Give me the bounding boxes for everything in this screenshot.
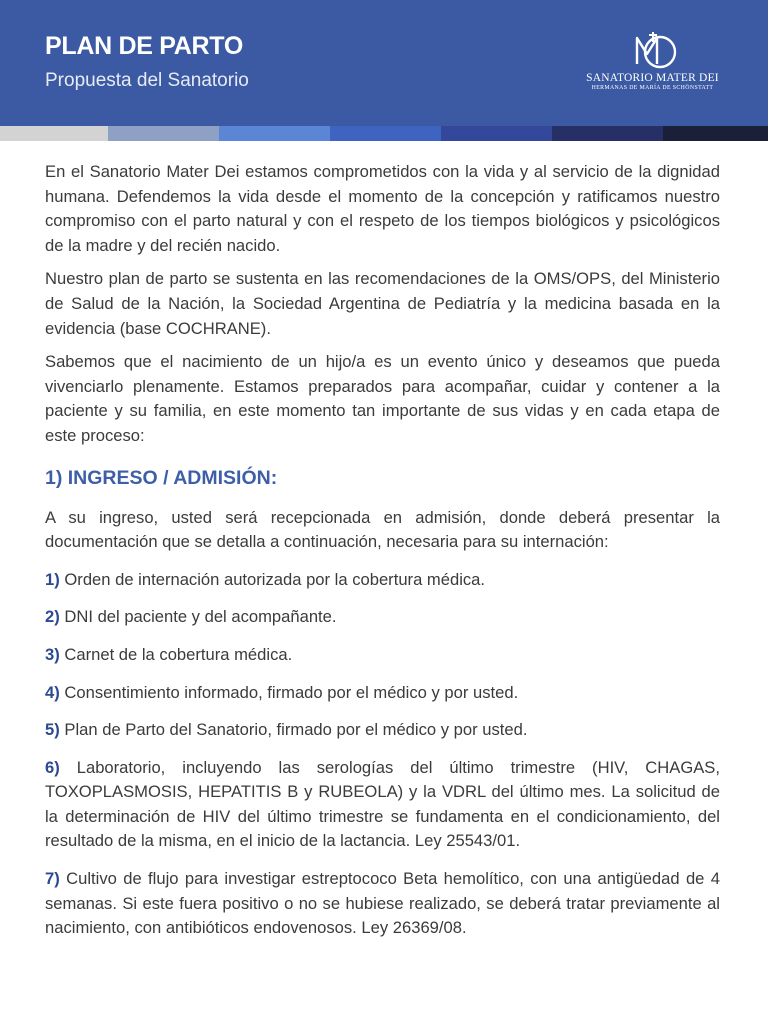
item-number: 5) [45, 720, 60, 740]
page-subtitle: Propuesta del Sanatorio [45, 70, 249, 91]
color-stripe [330, 126, 441, 141]
list-item [45, 718, 720, 743]
item-number: 6) [45, 757, 60, 777]
document-body [45, 160, 720, 954]
section-lead: A su ingreso, usted será recepcionada en admisión, donde deberá presentar la documentación que se detalla a continuación, necesaria para su internación: [45, 507, 720, 552]
list-item [45, 681, 720, 706]
list-item [45, 867, 720, 941]
item-text: Cultivo de flujo para investigar estreptococo Beta hemolítico, con una antigüedad de 4 semanas. Si este fuera positivo o no se hubiese realizado, se deberá tratar previamente al nacimiento, con antibióticos endovenosos. Ley 26369/08. [45, 869, 720, 938]
color-stripe [552, 126, 663, 141]
item-text: DNI del paciente y del acompañante. [64, 607, 337, 627]
list-item [45, 756, 720, 854]
logo-name: SANATORIO MATER DEI [586, 72, 719, 84]
color-stripe [663, 126, 768, 141]
list-item [45, 568, 720, 593]
item-text: Laboratorio, incluyendo las serologías del último trimestre (HIV, CHAGAS, TOXOPLASMOSIS, HEPATITIS B y RUBEOLA) y la VDRL del último mes. La solicitud de la determinación de HIV del último trimestre se fundamenta en el condicionamiento, del resultado de la misma, en el inicio de la lactancia. Ley 25543/01. [45, 757, 720, 851]
color-stripe [108, 126, 219, 141]
header-banner [0, 0, 768, 126]
item-number: 2) [45, 607, 60, 627]
md-monogram-icon [627, 28, 679, 72]
item-number: 3) [45, 644, 60, 664]
list-item [45, 605, 720, 630]
item-text: Consentimiento informado, firmado por el médico y por usted. [64, 682, 519, 702]
item-text: Carnet de la cobertura médica. [64, 644, 293, 664]
intro-paragraph: Sabemos que el nacimiento de un hijo/a es un evento único y deseamos que pueda vivenciarlo plenamente. Estamos preparados para acompañar, cuidar y contener a la paciente y su familia, en este momento tan importante de sus vidas y en cada etapa de este proceso: [45, 352, 720, 445]
section-heading: 1) INGRESO / ADMISIÓN: [45, 466, 278, 489]
color-stripe [0, 126, 108, 141]
intro-paragraph: En el Sanatorio Mater Dei estamos comprometidos con la vida y al servicio de la dignidad humana. Defendemos la vida desde el momento de la concepción y ratificamos nuestro compromiso con el parto natural y con el respeto de los tiempos biológicos y psicológicos de la madre y del recién nacido. [45, 162, 720, 255]
list-item [45, 643, 720, 668]
intro-paragraph: Nuestro plan de parto se sustenta en las recomendaciones de la OMS/OPS, del Ministerio de Salud de la Nación, la Sociedad Argentina de Pediatría y la medicina basada en la evidencia (base COCHRANE). [45, 269, 720, 338]
item-number: 1) [45, 569, 60, 589]
item-text: Plan de Parto del Sanatorio, firmado por el médico y por usted. [64, 720, 528, 740]
item-number: 7) [45, 869, 60, 889]
item-number: 4) [45, 682, 60, 702]
page-title: PLAN DE PARTO [45, 32, 243, 60]
logo-subtitle: HERMANAS DE MARÍA DE SCHÖNSTATT [591, 85, 714, 91]
color-stripe [219, 126, 330, 141]
color-stripe [441, 126, 552, 141]
color-stripes [0, 126, 768, 141]
sanatorio-logo [570, 28, 735, 100]
item-text: Orden de internación autorizada por la cobertura médica. [64, 569, 486, 589]
